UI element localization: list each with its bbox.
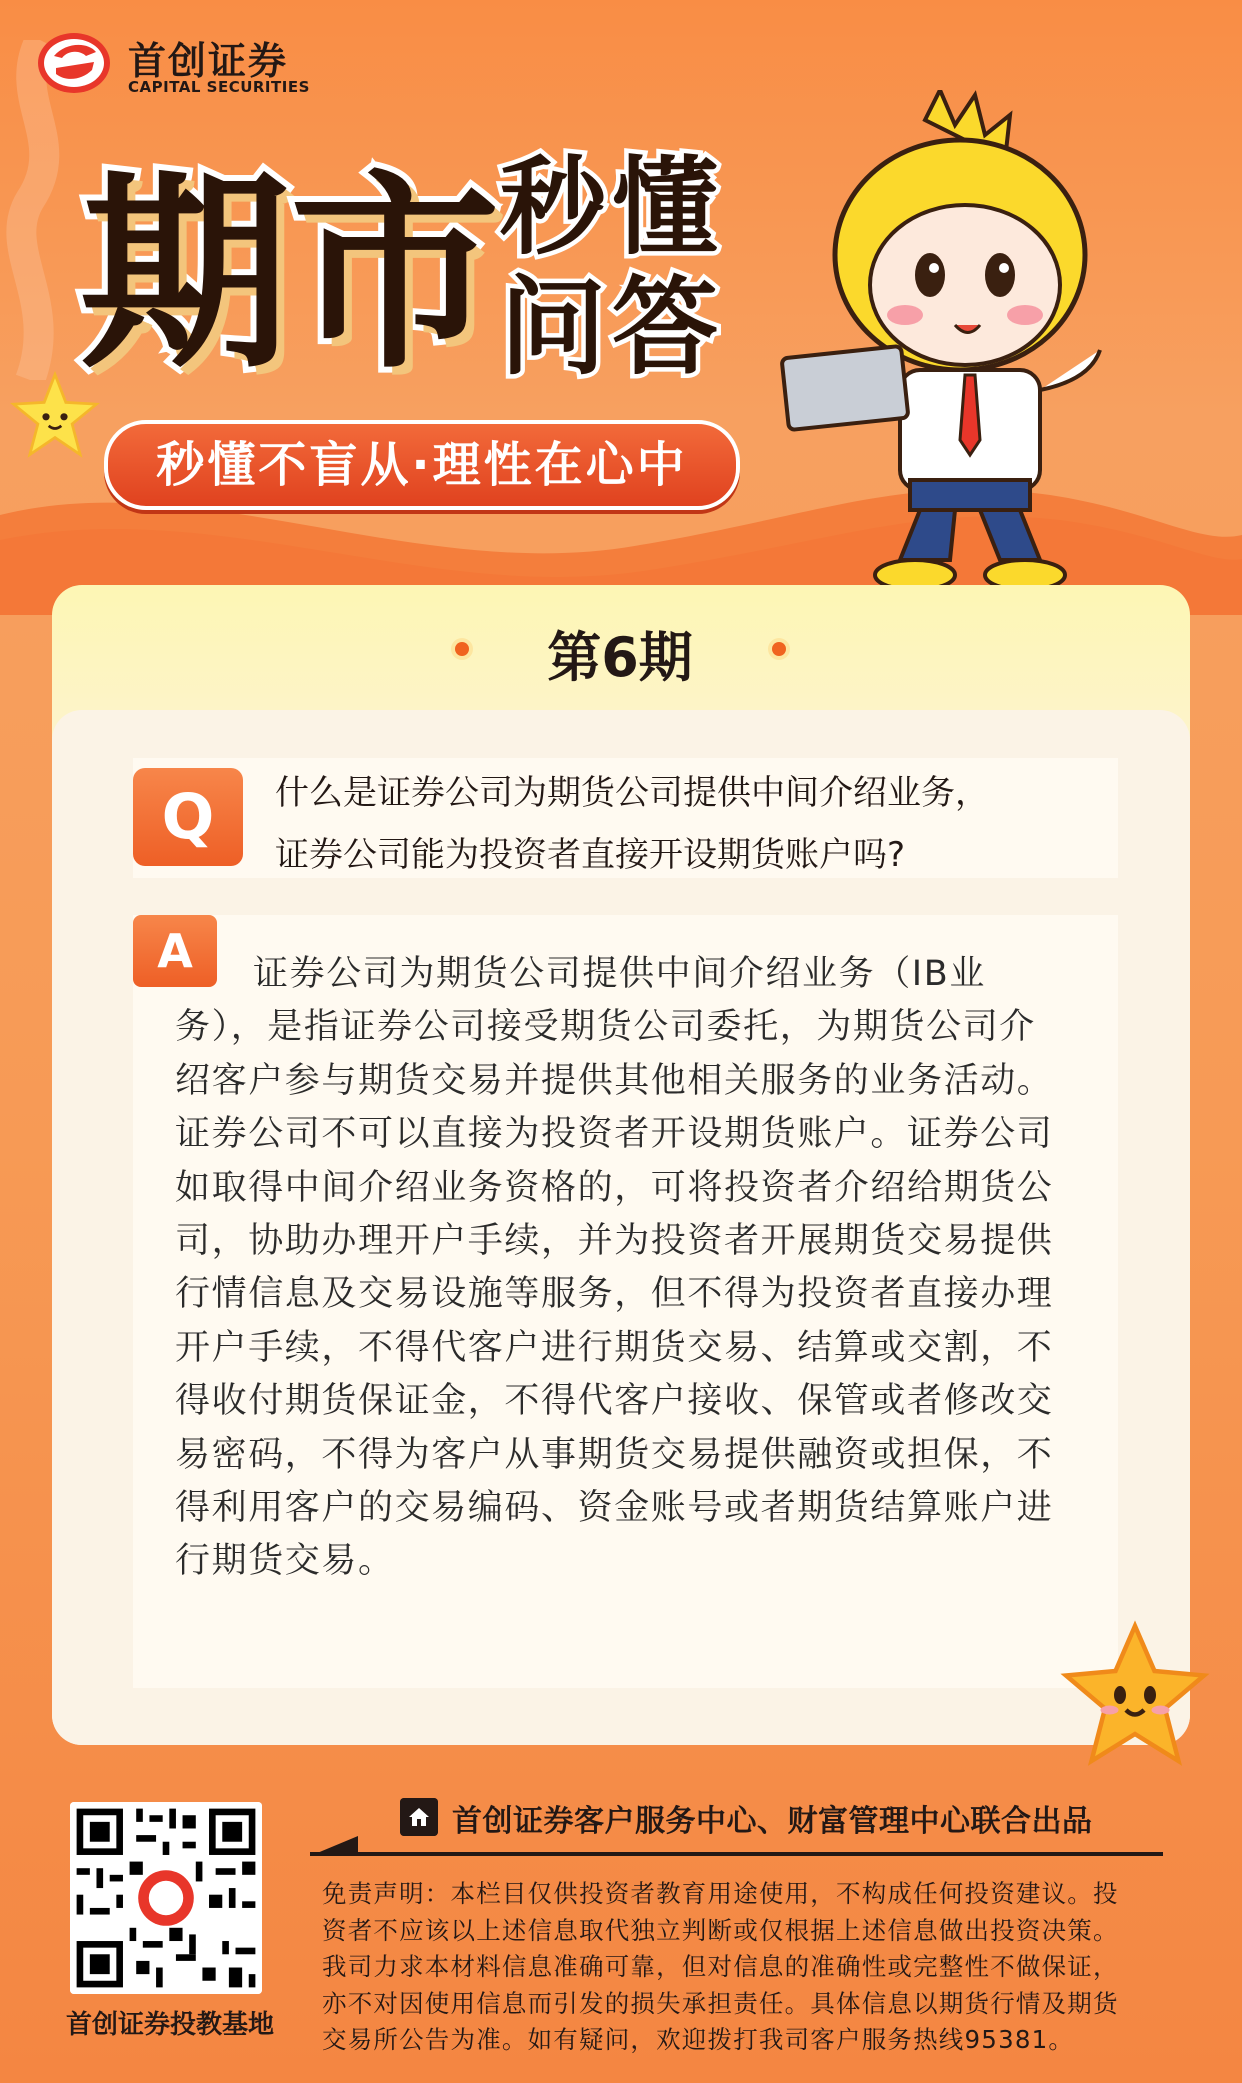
brand-logo-icon [36, 28, 112, 98]
brand-logo [36, 28, 336, 98]
title-line-1: 秒懂 [500, 146, 724, 269]
disclaimer-line-2: 资者不应该以上述信息取代独立判断或仅根据上述信息做出投资决策。 [322, 1915, 1119, 1945]
producer-text: 首创证券客户服务中心、财富管理中心联合出品 [452, 1804, 1093, 1839]
question-tag: Q [133, 768, 243, 866]
star-mascot-icon [1060, 1620, 1210, 1770]
issue-dot-right [772, 642, 786, 656]
disclaimer-line-1: 免责声明：本栏目仅供投资者教育用途使用，不构成任何投资建议。投 [322, 1879, 1119, 1908]
title-char-1: 期 [80, 152, 291, 397]
answer-text [175, 948, 1070, 1589]
home-icon [400, 1798, 438, 1836]
answer-tag: A [133, 915, 217, 987]
mascot [770, 90, 1150, 590]
question-line-2: 证券公司能为投资者直接开设期货账户吗? [275, 835, 906, 875]
issue-label: 第6期 [547, 626, 693, 689]
brand-name-cn: 首创证券 [128, 39, 289, 83]
question-line-1: 什么是证券公司为期货公司提供中间介绍业务， [275, 773, 989, 813]
disclaimer-line-4: 亦不对因使用信息而引发的损失承担责任。具体信息以期货行情及期货 [322, 1988, 1119, 2018]
qr-code [70, 1802, 262, 1994]
title-char-2: 市 [290, 152, 501, 397]
disclaimer-line-3: 我司力求本材料信息准确可靠，但对信息的准确性或完整性不做保证， [322, 1952, 1119, 1981]
question-text [275, 762, 1115, 886]
divider-arrow [310, 1836, 358, 1856]
answer-paragraph-2: 证券公司不可以直接为投资者开设期货账户。证券公司如取得中间介绍业务资格的，可将投资者介绍给期货公司，协助办理开户手续，并为投资者开展期货交易提供行情信息及交易设施等服务，但不得为投资者直接办理开户手续，不得代客户进行期货交易、结算或交割，不得收付期货保证金，不得代客户接收、保管或者修改交易密码，不得为客户从事期货交易提供融资或担保，不得利用客户的交易编码、资金账号或者期货结算账户进行期货交易。 [175, 1114, 1054, 1582]
footer-divider [310, 1852, 1163, 1856]
disclaimer [322, 1876, 1180, 2059]
issue-dot-left [455, 642, 469, 656]
star-mascot-icon [10, 370, 100, 460]
qr-caption: 首创证券投教基地 [65, 2010, 274, 2040]
answer-paragraph-1: 证券公司为期货公司提供中间介绍业务（IB业务），是指证券公司接受期货公司委托，为期货公司介绍客户参与期货交易并提供其他相关服务的业务活动。 [175, 954, 1054, 1101]
slogan-banner: 秒懂不盲从·理性在心中 [104, 420, 740, 510]
title-line-2: 问答 [500, 266, 724, 389]
disclaimer-line-5: 交易所公告为准。如有疑问，欢迎拨打我司客户服务热线95381。 [322, 2025, 1075, 2054]
brand-name-en: CAPITAL SECURITIES [128, 78, 310, 96]
